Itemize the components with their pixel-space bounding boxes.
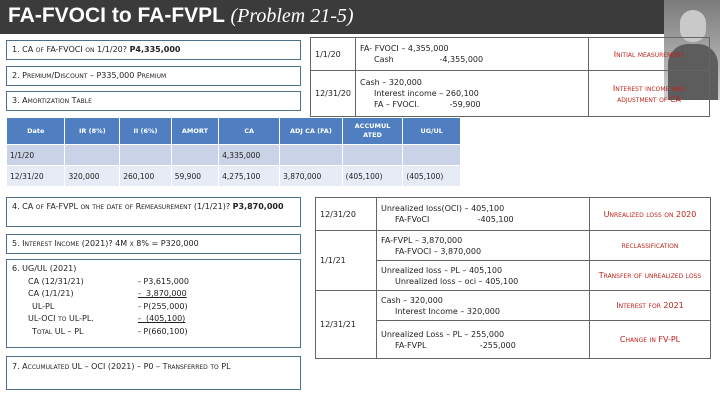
je-line: Cash -4,355,000 — [374, 55, 484, 64]
je-date: 12/31/20 — [316, 198, 377, 231]
question-1 — [6, 40, 301, 60]
q6-label: UL-OCI to UL-PL. — [28, 314, 94, 323]
je-row — [311, 71, 710, 117]
cell: (405,100) — [403, 166, 461, 187]
q6-line — [12, 326, 295, 339]
col-date: Date — [7, 118, 65, 145]
col-amort: AMORT — [171, 118, 218, 145]
je-line: FA-FVPL -255,000 — [395, 340, 516, 350]
je-entry — [377, 261, 590, 291]
je-entry — [377, 321, 590, 359]
je-line: Interest income – 260,100 — [374, 89, 479, 98]
je-line: Unrealized Loss – PL – 255,000 — [381, 329, 505, 339]
cell: 3,870,000 — [280, 166, 343, 187]
q2-text: 2. Premium/Discount – P335,000 Premium — [12, 71, 167, 80]
cell — [280, 145, 343, 166]
q6-label: UL-PL — [32, 301, 55, 311]
q6-line — [12, 301, 295, 314]
je-note: Unrealized loss on 2020 — [590, 198, 711, 231]
question-2 — [6, 66, 301, 86]
q6-label: CA (1/1/21) — [28, 289, 74, 298]
je-line: Unrealized loss – oci – 405,100 — [395, 276, 519, 286]
q3-text: 3. Amortization Table — [12, 96, 92, 105]
q6-line — [12, 313, 295, 326]
col-ii: II (6%) — [120, 118, 172, 145]
je-date: 1/1/21 — [316, 231, 377, 291]
q6-value: - P(660,100) — [138, 326, 188, 336]
title-subtitle: (Problem 21-5) — [230, 5, 354, 27]
je-line: FA-FVPL – 3,870,000 — [381, 235, 463, 245]
je-note: Transfer of unrealized loss — [590, 261, 711, 291]
q6-label: Total UL – PL — [32, 326, 84, 336]
cell: (405,100) — [342, 166, 403, 187]
table-row — [7, 145, 461, 166]
title-text: FA-FVOCI to FA-FVPL — [8, 4, 225, 27]
col-accumulated: ACCUMUL ATED — [342, 118, 403, 145]
cell: 4,275,100 — [219, 166, 280, 187]
q1-answer: P4,335,000 — [129, 45, 181, 54]
question-6 — [6, 259, 301, 348]
q6-value: - 3,870,000 — [138, 289, 187, 298]
slide-title — [8, 4, 354, 28]
je-note: Initial measurement — [589, 38, 710, 71]
q6-value: - (405,100) — [138, 314, 186, 323]
je-row — [311, 38, 710, 71]
je-row — [316, 198, 711, 231]
je-row — [316, 231, 711, 261]
q6-title: 6. UG/UL (2021) — [12, 264, 77, 273]
je-line: Unrealized loss(OCI) – 405,100 — [381, 204, 505, 213]
q4-text: 4. CA of FA-FVPL on the date of Remeasurement (1/1/21)? — [12, 202, 231, 211]
je-entry — [377, 231, 590, 261]
journal-entries-bottom — [315, 197, 711, 359]
slide-header — [0, 0, 720, 34]
je-line: FA – FVOCI. -59,900 — [374, 100, 481, 109]
je-note: Interest income and adjustment of CA — [589, 71, 710, 117]
je-line: FA-FVOCI – 3,870,000 — [395, 246, 482, 256]
cell — [403, 145, 461, 166]
je-note: reclassification — [590, 231, 711, 261]
cell — [342, 145, 403, 166]
je-line: FA- FVOCI – 4,355,000 — [360, 44, 449, 53]
cell: 4,335,000 — [219, 145, 280, 166]
q1-text: 1. CA of FA-FVOCI on 1/1/20? — [12, 45, 128, 54]
cell — [65, 145, 120, 166]
question-3 — [6, 91, 301, 111]
je-line: Cash – 320,000 — [381, 295, 443, 305]
question-7 — [6, 356, 301, 390]
table-row — [7, 166, 461, 187]
q5-text: 5. Interest Income (2021)? 4M x 8% = P320,000 — [12, 239, 199, 248]
je-line: Interest Income – 320,000 — [395, 306, 500, 316]
q6-value: - P3,615,000 — [138, 276, 189, 286]
je-entry — [377, 198, 590, 231]
q7-text: 7. Accumulated UL – OCI (2021) – P0 – Transferred to PL — [12, 362, 231, 371]
je-row — [316, 291, 711, 321]
amortization-table — [6, 117, 461, 187]
q6-value: - P(255,000) — [138, 301, 188, 311]
question-4 — [6, 197, 301, 227]
je-line: Cash – 320,000 — [360, 78, 422, 87]
q6-label: CA (12/31/21) — [28, 276, 84, 286]
cell: 12/31/20 — [7, 166, 65, 187]
je-date: 12/31/20 — [311, 71, 356, 117]
je-entry — [377, 291, 590, 321]
je-date: 1/1/20 — [311, 38, 356, 71]
col-ugul: UG/UL — [403, 118, 461, 145]
question-5 — [6, 234, 301, 254]
q6-line — [12, 276, 295, 289]
je-entry — [356, 71, 589, 117]
cell: 1/1/20 — [7, 145, 65, 166]
cell: 320,000 — [65, 166, 120, 187]
je-line: Unrealized loss – PL – 405,100 — [381, 265, 503, 275]
q4-answer: P3,870,000 — [232, 202, 284, 211]
cell: 59,900 — [171, 166, 218, 187]
je-entry — [356, 38, 589, 71]
col-ca: CA — [219, 118, 280, 145]
cell — [120, 145, 172, 166]
q6-line — [12, 288, 295, 301]
col-adj-ca: ADJ CA (FA) — [280, 118, 343, 145]
col-ir: IR (8%) — [65, 118, 120, 145]
je-date: 12/31/21 — [316, 291, 377, 359]
cell: 260,100 — [120, 166, 172, 187]
cell — [171, 145, 218, 166]
journal-entries-top — [310, 37, 710, 117]
amort-header-row — [7, 118, 461, 145]
je-note: Interest for 2021 — [590, 291, 711, 321]
je-note: Change in FV-PL — [590, 321, 711, 359]
je-line: FA-FVoCI -405,100 — [395, 215, 514, 224]
